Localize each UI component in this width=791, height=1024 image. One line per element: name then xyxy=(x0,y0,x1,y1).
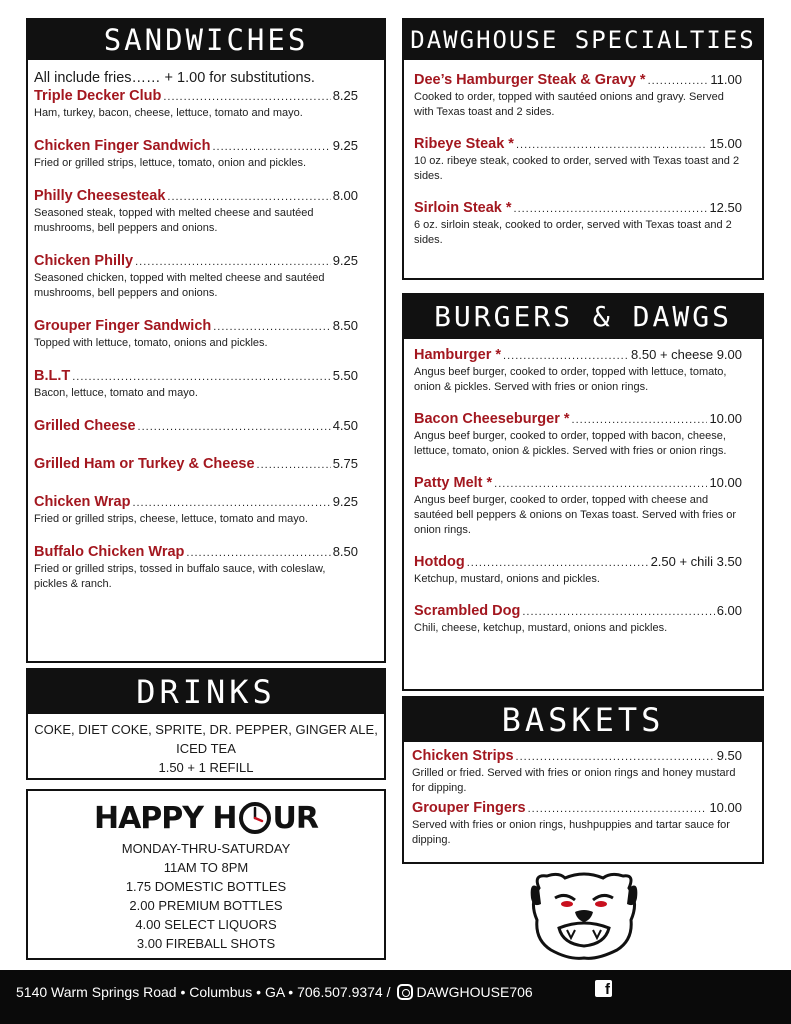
item-description: Cooked to order, topped with sautéed onions and gravy. Served with Texas toast and 2 sides. xyxy=(414,91,724,118)
item-name: Chicken Philly xyxy=(34,253,134,269)
specialties-section xyxy=(402,18,764,280)
baskets-title: BASKETS xyxy=(404,698,762,742)
item-price: 5.50 xyxy=(332,368,358,383)
happy-hour-line: 11AM TO 8PM xyxy=(163,860,249,875)
item-price: 10.00 xyxy=(709,475,742,490)
item-price: 8.50 xyxy=(332,544,358,559)
item-price: 12.50 xyxy=(709,200,742,215)
specialties-items xyxy=(404,72,762,248)
item-name: B.L.T xyxy=(34,368,71,384)
drinks-section xyxy=(26,668,386,780)
menu-item xyxy=(34,318,358,351)
item-price: 9.25 xyxy=(332,253,358,268)
baskets-items xyxy=(404,748,762,848)
item-name: Ribeye Steak * xyxy=(414,136,514,152)
bulldog-logo xyxy=(525,868,643,960)
sandwiches-title: SANDWICHES xyxy=(28,20,384,60)
item-name: Chicken Wrap xyxy=(34,494,131,510)
item-description: Angus beef burger, cooked to order, topped with lettuce, tomato, onion & pickles. Served with fries or onion rings. xyxy=(414,366,727,393)
menu-item xyxy=(412,800,742,848)
happy-hour-logo-left: HAPPY H xyxy=(93,800,237,836)
instagram-icon[interactable] xyxy=(397,984,413,1000)
item-name: Scrambled Dog xyxy=(414,603,521,619)
item-description: Chili, cheese, ketchup, mustard, onions and pickles. xyxy=(414,622,668,634)
menu-item xyxy=(34,418,358,434)
item-name: Hamburger * xyxy=(414,347,502,363)
item-description: 6 oz. sirloin steak, cooked to order, served with Texas toast and 2 sides. xyxy=(414,219,732,246)
drinks-line: ICED TEA xyxy=(176,741,236,756)
item-description: Fried or grilled strips, tossed in buffalo sauce, with coleslaw, pickles & ranch. xyxy=(34,563,326,590)
item-price: 8.00 xyxy=(332,188,358,203)
item-price: 8.50 xyxy=(332,318,358,333)
burgers-items xyxy=(404,347,762,636)
footer-contact xyxy=(16,984,533,1000)
item-name: Triple Decker Club xyxy=(34,88,162,104)
menu-item xyxy=(414,136,742,184)
menu-item xyxy=(414,475,742,538)
item-description: Grilled or fried. Served with fries or onion rings and honey mustard for dipping. xyxy=(412,767,736,794)
menu-item xyxy=(414,347,742,395)
clock-icon xyxy=(238,801,272,835)
item-price: 9.25 xyxy=(332,138,358,153)
item-name: Dee’s Hamburger Steak & Gravy * xyxy=(414,72,646,88)
menu-item xyxy=(34,188,358,236)
menu-item xyxy=(34,544,358,592)
item-description: Bacon, lettuce, tomato and mayo. xyxy=(34,387,198,399)
happy-hour-logo-right: UR xyxy=(272,800,319,836)
footer xyxy=(0,970,791,1024)
specialties-title: DAWGHOUSE SPECIALTIES xyxy=(404,20,762,60)
happy-hour-section xyxy=(26,789,386,960)
item-description: Fried or grilled strips, lettuce, tomato, onion and pickles. xyxy=(34,157,307,169)
menu-item xyxy=(34,368,358,401)
item-description: 10 oz. ribeye steak, cooked to order, served with Texas toast and 2 sides. xyxy=(414,155,740,182)
item-name: Philly Cheesesteak xyxy=(34,188,166,204)
sandwiches-section xyxy=(26,18,386,663)
item-name: Grouper Fingers xyxy=(412,800,526,816)
item-name: Patty Melt * xyxy=(414,475,493,491)
menu-item xyxy=(34,138,358,171)
item-description: Served with fries or onion rings, hushpuppies and tartar sauce for dipping. xyxy=(412,819,730,846)
menu-item xyxy=(34,253,358,301)
menu-item xyxy=(414,603,742,636)
item-price: 10.00 xyxy=(709,800,742,815)
item-name: Hotdog xyxy=(414,554,465,570)
item-name: Grilled Ham or Turkey & Cheese xyxy=(34,456,255,472)
item-price: 2.50 + chili 3.50 xyxy=(650,554,742,569)
item-price: 10.00 xyxy=(709,411,742,426)
baskets-section xyxy=(402,696,764,864)
happy-hour-logo xyxy=(28,799,384,837)
item-description: Topped with lettuce, tomato, onions and pickles. xyxy=(34,337,268,349)
burgers-title: BURGERS & DAWGS xyxy=(404,295,762,339)
item-name: Sirloin Steak * xyxy=(414,200,512,216)
item-description: Angus beef burger, cooked to order, topped with cheese and sautéed bell peppers & onions on Texas toast. Served with fries or onion rings. xyxy=(414,494,737,536)
happy-hour-line: 4.00 SELECT LIQUORS xyxy=(135,917,277,932)
drinks-line: COKE, DIET COKE, SPRITE, DR. PEPPER, GINGER ALE, xyxy=(34,722,378,737)
item-price: 9.25 xyxy=(332,494,358,509)
menu-item xyxy=(414,411,742,459)
menu-item xyxy=(414,72,742,120)
drinks-line: 1.50 + 1 REFILL xyxy=(158,760,254,775)
item-description: Fried or grilled strips, cheese, lettuce, tomato and mayo. xyxy=(34,513,308,525)
burgers-section xyxy=(402,293,764,691)
happy-hour-line: MONDAY-THRU-SATURDAY xyxy=(121,841,291,856)
footer-address: 5140 Warm Springs Road • Columbus • GA • 706.507.9374 / xyxy=(16,984,391,1000)
menu-item xyxy=(414,200,742,248)
item-name: Bacon Cheeseburger * xyxy=(414,411,570,427)
item-price: 11.00 xyxy=(710,72,742,87)
item-price: 8.25 xyxy=(332,88,358,103)
menu-item xyxy=(34,456,358,472)
happy-hour-line: 2.00 PREMIUM BOTTLES xyxy=(129,898,283,913)
instagram-handle[interactable]: DAWGHOUSE706 xyxy=(416,984,533,1000)
item-description: Seasoned chicken, topped with melted cheese and sautéed mushrooms, bell peppers and onions. xyxy=(34,272,325,299)
menu-item xyxy=(414,554,742,587)
happy-hour-details xyxy=(28,839,384,953)
item-name: Buffalo Chicken Wrap xyxy=(34,544,185,560)
sandwiches-items xyxy=(28,88,384,592)
happy-hour-line: 3.00 FIREBALL SHOTS xyxy=(136,936,276,951)
item-price: 5.75 xyxy=(332,456,358,471)
item-price: 9.50 xyxy=(716,748,742,763)
item-price: 15.00 xyxy=(709,136,742,151)
item-price: 4.50 xyxy=(332,418,358,433)
item-price: 6.00 xyxy=(716,603,742,618)
sandwiches-note: All include fries…… + 1.00 for substitutions. xyxy=(34,70,315,86)
drinks-title: DRINKS xyxy=(28,670,384,714)
item-description: Angus beef burger, cooked to order, topped with bacon, cheese, lettuce, tomato, onion & pickles. Served with fries or onion rings. xyxy=(414,430,727,457)
item-name: Chicken Finger Sandwich xyxy=(34,138,211,154)
item-name: Chicken Strips xyxy=(412,748,514,764)
facebook-icon[interactable]: f xyxy=(595,980,612,997)
happy-hour-line: 1.75 DOMESTIC BOTTLES xyxy=(125,879,287,894)
item-description: Ketchup, mustard, onions and pickles. xyxy=(414,573,600,585)
drinks-list xyxy=(28,714,384,777)
item-description: Seasoned steak, topped with melted cheese and sautéed mushrooms, bell peppers and onions. xyxy=(34,207,314,234)
item-name: Grilled Cheese xyxy=(34,418,136,434)
item-description: Ham, turkey, bacon, cheese, lettuce, tomato and mayo. xyxy=(34,107,303,119)
menu-item xyxy=(34,88,358,121)
item-name: Grouper Finger Sandwich xyxy=(34,318,212,334)
item-price: 8.50 + cheese 9.00 xyxy=(631,347,742,362)
menu-item xyxy=(34,494,358,527)
menu-item xyxy=(412,748,742,796)
